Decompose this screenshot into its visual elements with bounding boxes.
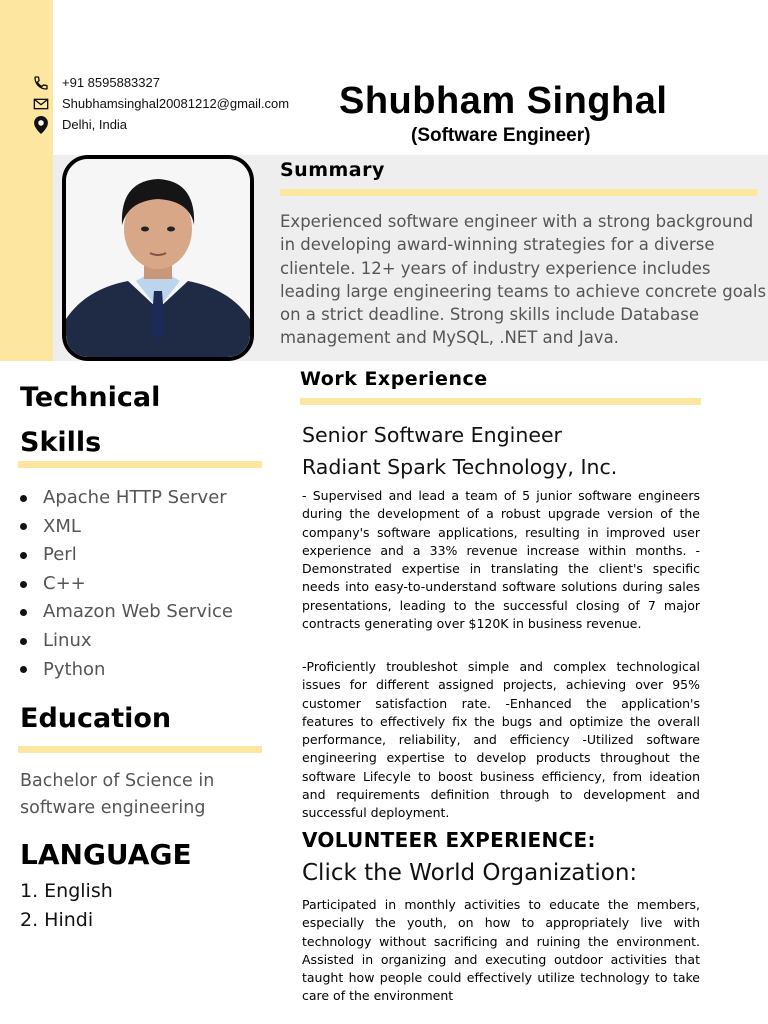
skills-heading [20,375,160,465]
location-text: Delhi, India [62,117,128,132]
skill-item [20,513,233,542]
skill-item [20,656,233,685]
candidate-role: (Software Engineer) [411,125,591,146]
summary-underline [280,189,757,196]
language-item: 2. Hindi [20,909,94,931]
bullet-icon [20,552,27,559]
contact-email [32,93,289,114]
work-underline [300,398,701,405]
language-list [20,877,113,935]
volunteer-text: Participated in monthly activities to educate the members, especially the youth, on how to appropriately live with technology without sacrificing and ruining the environment. Assisted in organizing and executing outdoor activities that taught how people could effectively utilize technology to take care of the environment [302,897,700,1004]
skill-label: Linux [43,629,92,651]
bullet-icon [20,581,27,588]
contact-phone [32,72,289,93]
bullet-icon [20,495,27,502]
profile-photo [62,155,254,361]
bullet-icon [20,638,27,645]
volunteer-heading: VOLUNTEER EXPERIENCE: [302,828,596,852]
bullet-icon [20,523,27,530]
mail-icon [32,95,50,113]
bullet-icon [20,666,27,673]
volunteer-organization: Click the World Organization: [302,860,638,886]
skill-label: C++ [43,572,86,594]
skill-item [20,627,233,656]
education-underline [18,746,262,753]
skill-label: Apache HTTP Server [43,487,227,508]
skill-item [20,570,233,599]
phone-icon [32,74,50,92]
summary-heading: Summary [280,159,385,181]
education-heading: Education [20,703,172,734]
skill-item [20,541,233,570]
skill-label: Python [43,658,106,680]
job-title: Senior Software Engineer [302,423,562,447]
language-item: 1. English [20,880,113,902]
skill-item [20,598,233,627]
skill-item [20,484,233,513]
contact-location [32,114,289,135]
language-heading: LANGUAGE [20,838,192,871]
contact-block [32,72,289,135]
location-pin-icon [32,116,50,134]
bullet-icon [20,609,27,616]
candidate-name: Shubham Singhal [339,80,668,122]
left-accent-strip [0,0,53,361]
skills-list [20,484,233,684]
summary-text: Experienced software engineer with a strong background in developing award-winning strategies for a diverse clientele. 12+ years of industry experience includes leading large engineering teams to achieve concrete goals on a strict deadline. Strong skills include Database management and MySQL, .NET and Java. [280,212,767,348]
work-heading: Work Experience [300,368,488,390]
skill-label: Amazon Web Service [43,601,233,623]
education-text: Bachelor of Science in software engineering [20,771,215,818]
skills-underline [18,461,262,468]
email-text: Shubhamsinghal20081212@gmail.com [62,96,290,111]
skill-label: Perl [43,544,77,566]
skill-label: XML [43,515,81,537]
skills-heading-line1: Technical [20,382,161,413]
job-paragraph-2: -Proficiently troubleshot simple and complex technological issues for different assigned projects, achieving over 95% customer satisfaction rate. -Enhanced the application's features to effectively fix the bugs and optimize the overall performance, reliability, and efficiency -Utilized software engineering expertise to develop products throughout the software Lifecyle to boost business efficiency, from ideation and requirements definition through to development and successful deployment. [302,659,700,821]
skills-heading-line2: Skills [20,427,102,458]
job-company: Radiant Spark Technology, Inc. [302,455,618,479]
phone-text: +91 8595883327 [62,75,160,90]
job-paragraph-1: - Supervised and lead a team of 5 junior software engineers during the development of a robust upgrade version of the company's software applications, resulting in improved user experience and a 33% revenue increase within months. -Demonstrated expertise in translating the client's specific needs into easy-to-understand software solutions during sales presentations, leading to the successful closing of 7 major contracts generating over $120K in business revenue. [302,488,700,632]
